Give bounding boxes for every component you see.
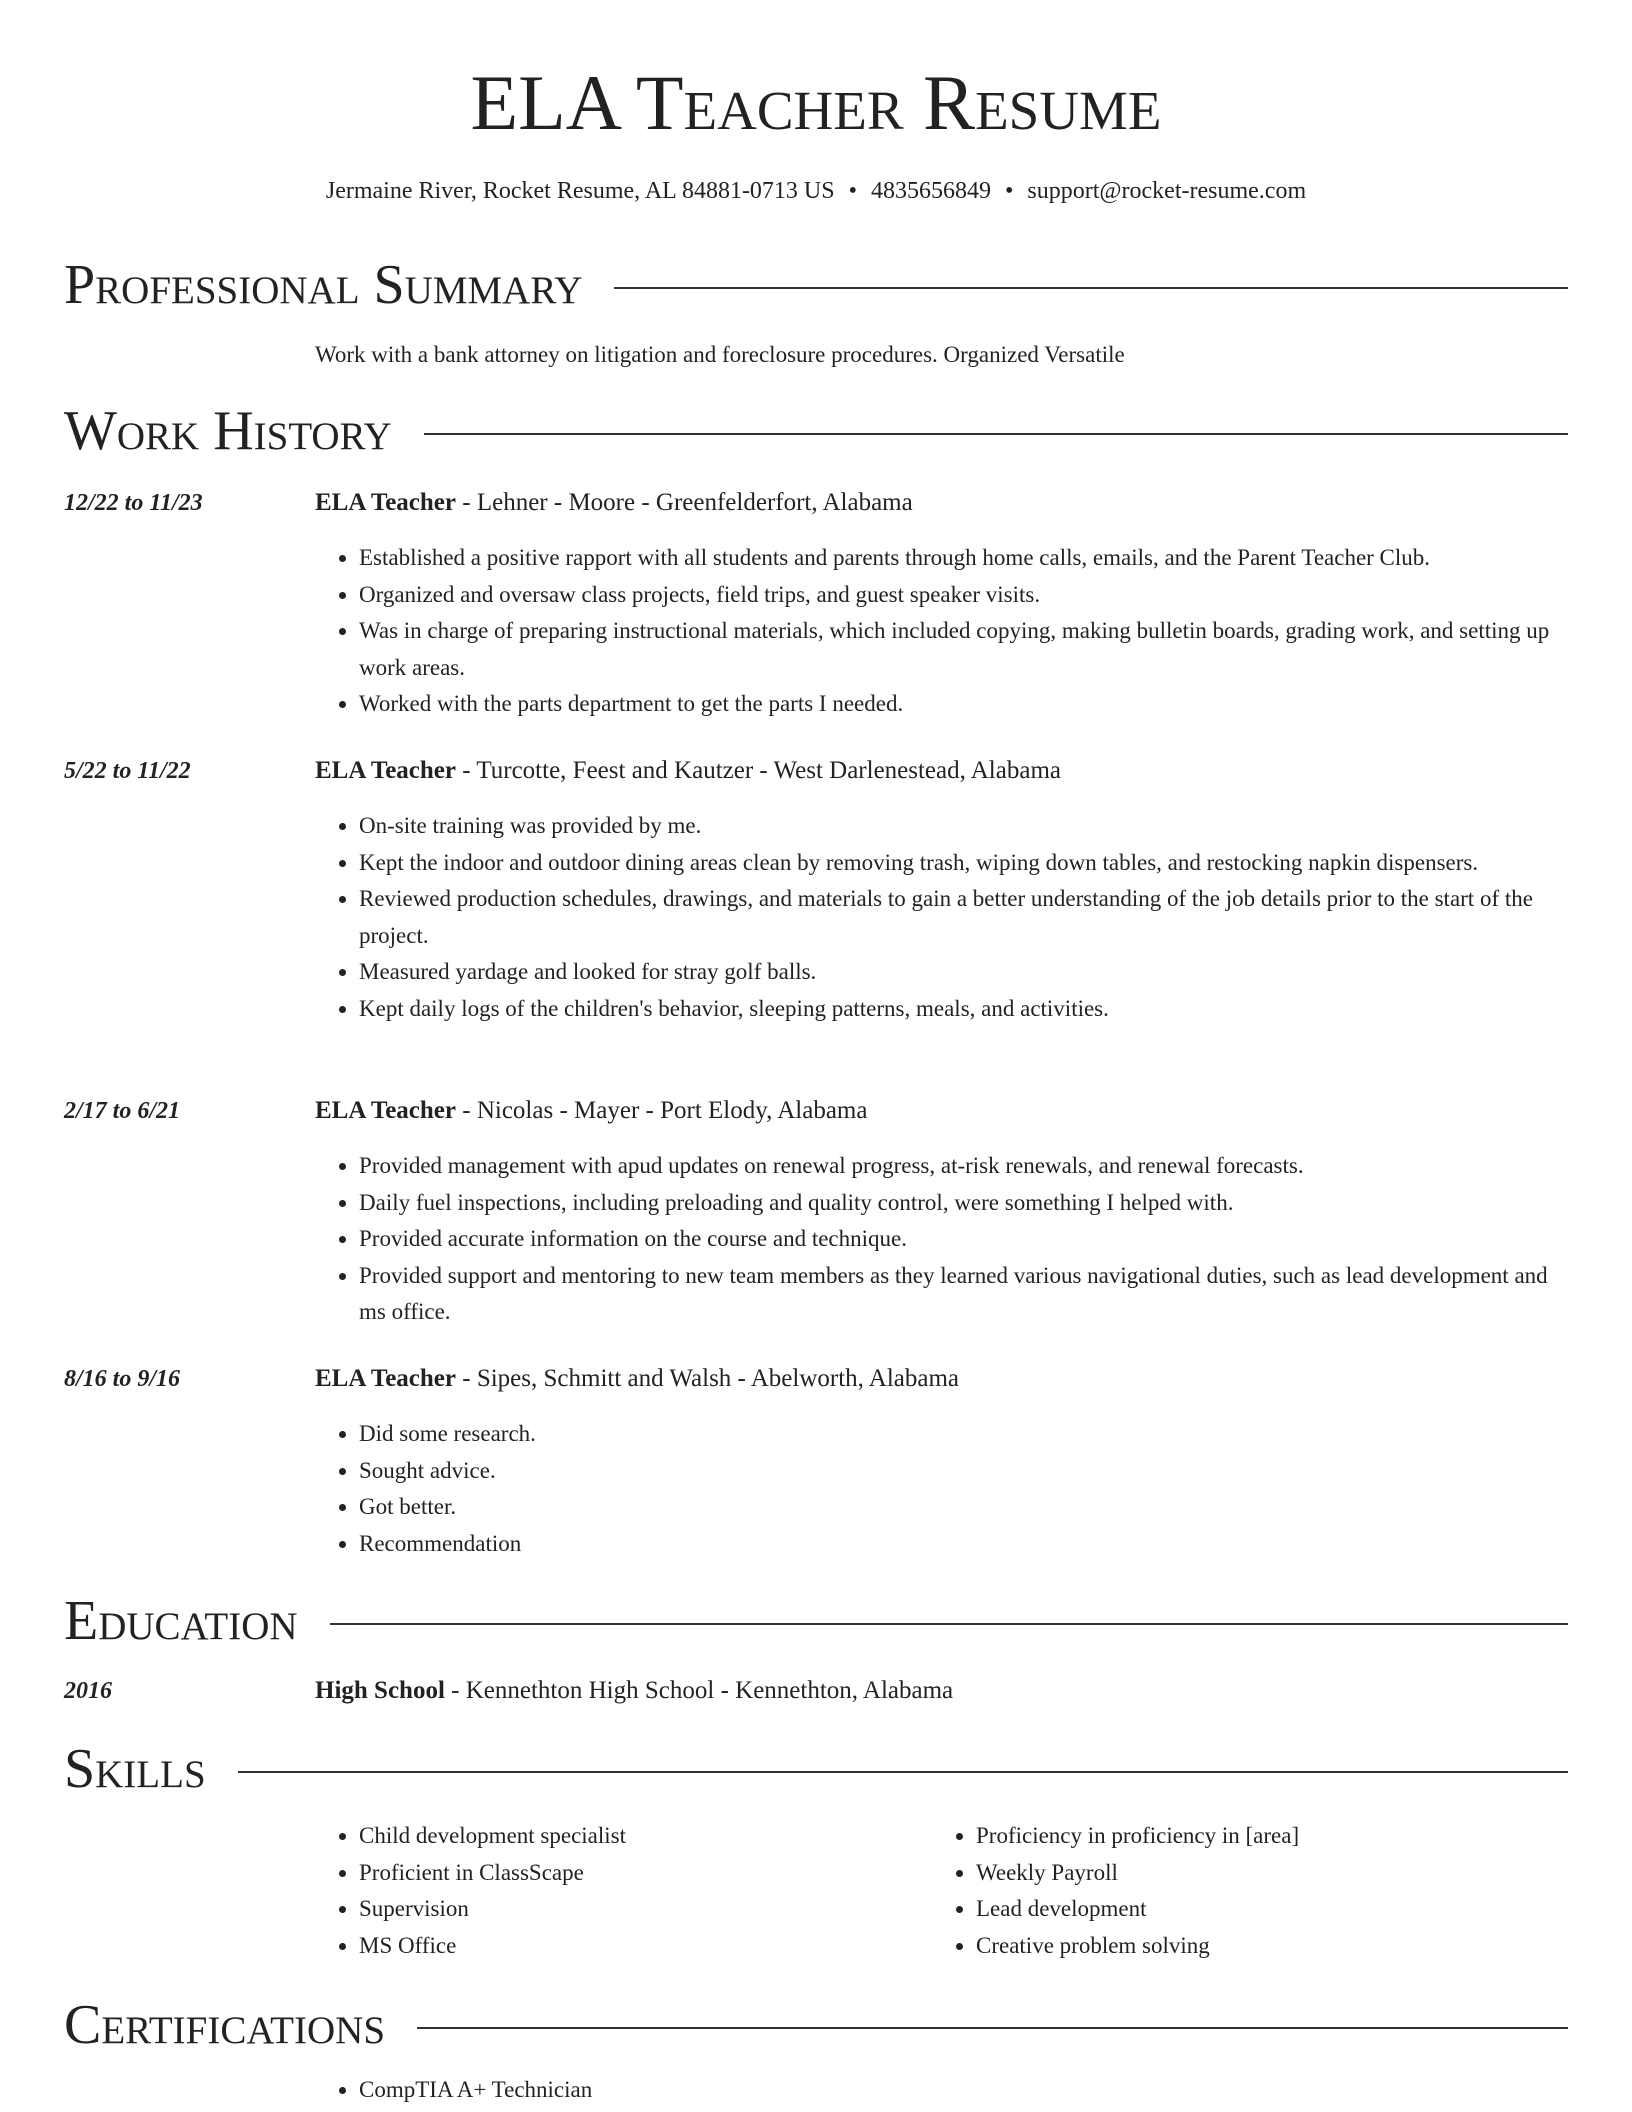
section-education-header [64, 1589, 1568, 1653]
list-item: • Was in charge of preparing instructional materials, which included copying, making bulletin boards, grading work, and setting up work areas. [359, 613, 1565, 686]
work-role: ELA Teacher [315, 1365, 456, 1392]
contact-email: support@rocket-resume.com [1027, 178, 1307, 204]
list-item: • On-site training was provided by me. [359, 808, 1565, 845]
work-dates: 8/16 to 9/16 [64, 1366, 181, 1392]
section-certifications-header [64, 1993, 1568, 2057]
section-title-work: Work History [64, 400, 392, 462]
section-title-summary: Professional Summary [64, 254, 583, 316]
list-item: • Measured yardage and looked for stray golf balls. [359, 954, 1565, 991]
section-divider [614, 287, 1568, 289]
work-employer: - Nicolas - Mayer - Port Elody, Alabama [456, 1097, 868, 1124]
section-work-header [64, 399, 1568, 463]
list-item: • Provided management with apud updates on renewal progress, at-risk renewals, and renewal forecasts. [359, 1148, 1565, 1185]
work-bullets [315, 540, 1565, 723]
list-item: • Kept the indoor and outdoor dining areas clean by removing trash, wiping down tables, and restocking napkin dispensers. [359, 845, 1565, 882]
list-item: • Got better. [359, 1489, 1565, 1526]
section-summary-header [64, 253, 1568, 317]
section-divider [417, 2027, 1568, 2029]
section-divider [330, 1623, 1568, 1625]
list-item: • Provided support and mentoring to new team members as they learned various navigational duties, such as lead development and ms office. [359, 1258, 1565, 1331]
work-dates: 5/22 to 11/22 [64, 758, 191, 784]
list-item: • Child development specialist [359, 1818, 915, 1855]
education-headline [315, 1676, 1565, 1706]
list-item: • Sought advice. [359, 1453, 1565, 1490]
list-item: • MS Office [359, 1928, 915, 1965]
list-item: • Supervision [359, 1891, 915, 1928]
section-title-certifications: Certifications [64, 1994, 386, 2056]
list-item: • Lead development [976, 1891, 1532, 1928]
list-item: • Daily fuel inspections, including preloading and quality control, were something I helped with. [359, 1185, 1565, 1222]
list-item: • Did some research. [359, 1416, 1565, 1453]
skills-list-right [932, 1818, 1532, 1964]
section-skills-header [64, 1737, 1568, 1801]
education-year: 2016 [64, 1678, 112, 1704]
contact-separator: • [1005, 178, 1014, 204]
skills-list-left [315, 1818, 915, 1964]
education-school: - Kennethton High School - Kennethton, Alabama [444, 1677, 954, 1704]
list-item: • Organized and oversaw class projects, field trips, and guest speaker visits. [359, 577, 1565, 614]
work-dates: 12/22 to 11/23 [64, 490, 203, 516]
contact-separator: • [848, 178, 858, 204]
work-headline [315, 1364, 1565, 1394]
list-item: • CompTIA A+ Technician [359, 2072, 1565, 2109]
work-role: ELA Teacher [315, 489, 456, 516]
list-item: • Creative problem solving [976, 1928, 1532, 1965]
list-item: • Kept daily logs of the children's behavior, sleeping patterns, meals, and activities. [359, 991, 1565, 1028]
page-title: ELA Teacher Resume [470, 59, 1162, 146]
work-dates: 2/17 to 6/21 [64, 1098, 181, 1124]
list-item: • Provided accurate information on the course and technique. [359, 1221, 1565, 1258]
contact-address: Jermaine River, Rocket Resume, AL 84881-0713 US [325, 178, 835, 204]
education-degree: High School [315, 1677, 445, 1704]
list-item: • Established a positive rapport with all students and parents through home calls, emails, and the Parent Teacher Club. [359, 540, 1565, 577]
list-item: • Worked with the parts department to get the parts I needed. [359, 686, 1565, 723]
section-divider [238, 1771, 1568, 1773]
certifications-list [315, 2072, 1565, 2109]
work-headline [315, 488, 1565, 518]
list-item: • Proficient in ClassScape [359, 1855, 915, 1892]
work-employer: - Sipes, Schmitt and Walsh - Abelworth, Alabama [456, 1365, 960, 1392]
work-role: ELA Teacher [315, 757, 456, 784]
work-bullets [315, 1416, 1565, 1562]
work-bullets [315, 808, 1565, 1027]
list-item: • Weekly Payroll [976, 1855, 1532, 1892]
section-title-skills: Skills [64, 1738, 206, 1800]
section-divider [424, 433, 1568, 435]
work-headline [315, 756, 1565, 786]
work-employer: - Lehner - Moore - Greenfelderfort, Alabama [456, 489, 913, 516]
contact-line [0, 176, 1632, 206]
work-role: ELA Teacher [315, 1097, 456, 1124]
section-title-education: Education [64, 1590, 298, 1652]
summary-text: Work with a bank attorney on litigation and foreclosure procedures. Organized Versatile [315, 342, 1125, 367]
list-item: • Proficiency in proficiency in [area] [976, 1818, 1532, 1855]
work-bullets [315, 1148, 1565, 1331]
contact-phone: 4835656849 [871, 178, 992, 204]
work-employer: - Turcotte, Feest and Kautzer - West Darlenestead, Alabama [456, 757, 1061, 784]
list-item: • Reviewed production schedules, drawings, and materials to gain a better understanding of the job details prior to the start of the project. [359, 881, 1565, 954]
work-headline [315, 1096, 1565, 1126]
list-item: • Recommendation [359, 1526, 1565, 1563]
